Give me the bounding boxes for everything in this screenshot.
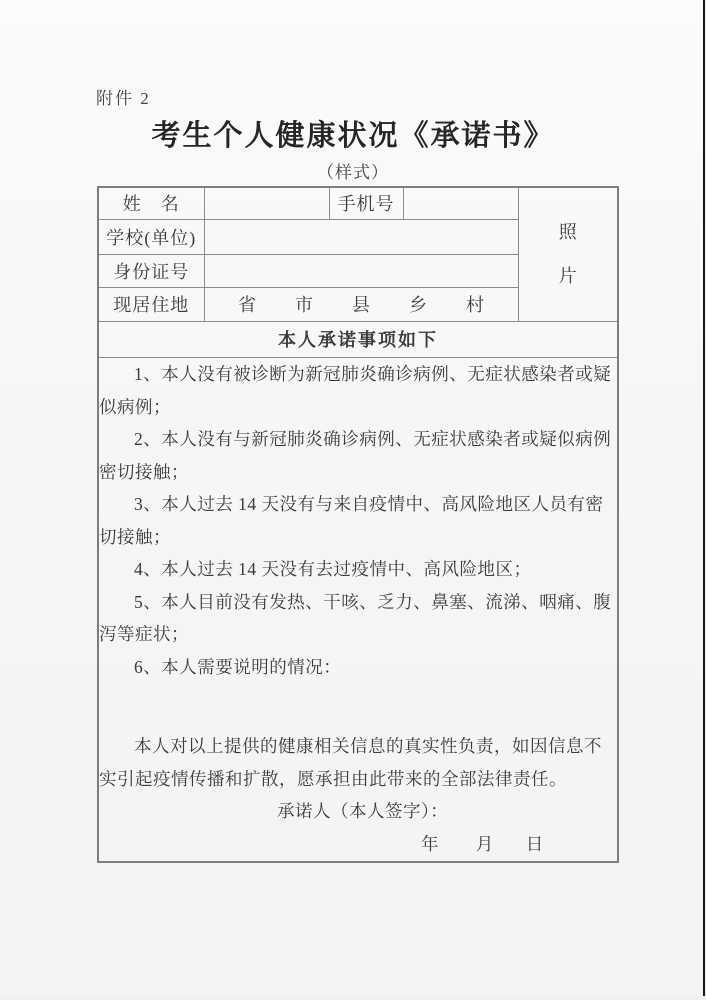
photo-cell — [518, 187, 618, 321]
id-number-value-cell — [204, 254, 518, 287]
date-year-label: 年 — [421, 833, 439, 854]
residence-unit-township: 乡 — [409, 295, 427, 315]
residence-label: 现居住地 — [98, 287, 204, 321]
row-name-phone — [98, 187, 618, 219]
photo-label-line1: 照 — [558, 222, 577, 243]
name-label: 姓 名 — [98, 187, 204, 219]
date-month-label: 月 — [475, 833, 494, 854]
commitment-item-3: 3、本人过去 14 天没有与来自疫情中、高风险地区人员有密切接触； — [99, 494, 604, 547]
residence-unit-village: 村 — [466, 295, 484, 315]
phone-label: 手机号 — [329, 187, 403, 219]
document-subtitle: （样式） — [317, 163, 389, 182]
residence-unit-city: 市 — [295, 295, 313, 315]
health-commitment-form-table — [97, 186, 619, 863]
row-promise-header — [98, 321, 618, 357]
row-promise-content — [98, 357, 618, 862]
scan-bottom-band — [0, 996, 706, 1000]
commitment-item-2: 2、本人没有与新冠肺炎确诊病例、无症状感染者或疑似病例密切接触； — [99, 429, 612, 482]
declaration-paragraph: 本人对以上提供的健康相关信息的真实性负责，如因信息不实引起疫情传播和扩散，愿承担由此带来的全部法律责任。 — [99, 736, 602, 789]
date-day-label: 日 — [525, 833, 544, 854]
residence-units-cell — [204, 287, 518, 321]
promise-header: 本人承诺事项如下 — [98, 321, 618, 357]
signature-label: 承诺人（本人签字）： — [277, 801, 449, 822]
school-value-cell — [204, 219, 518, 254]
commitment-item-6: 6、本人需要说明的情况： — [134, 656, 342, 677]
name-value-cell — [204, 187, 329, 219]
attachment-label: 附件 2 — [96, 89, 151, 108]
photo-label-line2: 片 — [558, 266, 577, 287]
residence-unit-county: 县 — [352, 295, 370, 315]
school-label: 学校(单位) — [98, 219, 204, 254]
id-number-label: 身份证号 — [98, 254, 204, 287]
commitment-item-4: 4、本人过去 14 天没有去过疫情中、高风险地区； — [134, 559, 532, 580]
date-line — [99, 828, 617, 861]
promise-content-cell — [98, 357, 618, 862]
commitment-item-5: 5、本人目前没有发热、干咳、乏力、鼻塞、流涕、咽痛、腹泻等症状； — [99, 591, 612, 645]
residence-unit-province: 省 — [238, 295, 256, 315]
scan-right-edge-line — [703, 0, 705, 1000]
phone-value-cell — [403, 187, 518, 219]
document-title: 考生个人健康状况《承诺书》 — [151, 120, 555, 152]
commitment-item-1: 1、本人没有被诊断为新冠肺炎确诊病例、无症状感染者或疑似病例； — [99, 364, 612, 417]
